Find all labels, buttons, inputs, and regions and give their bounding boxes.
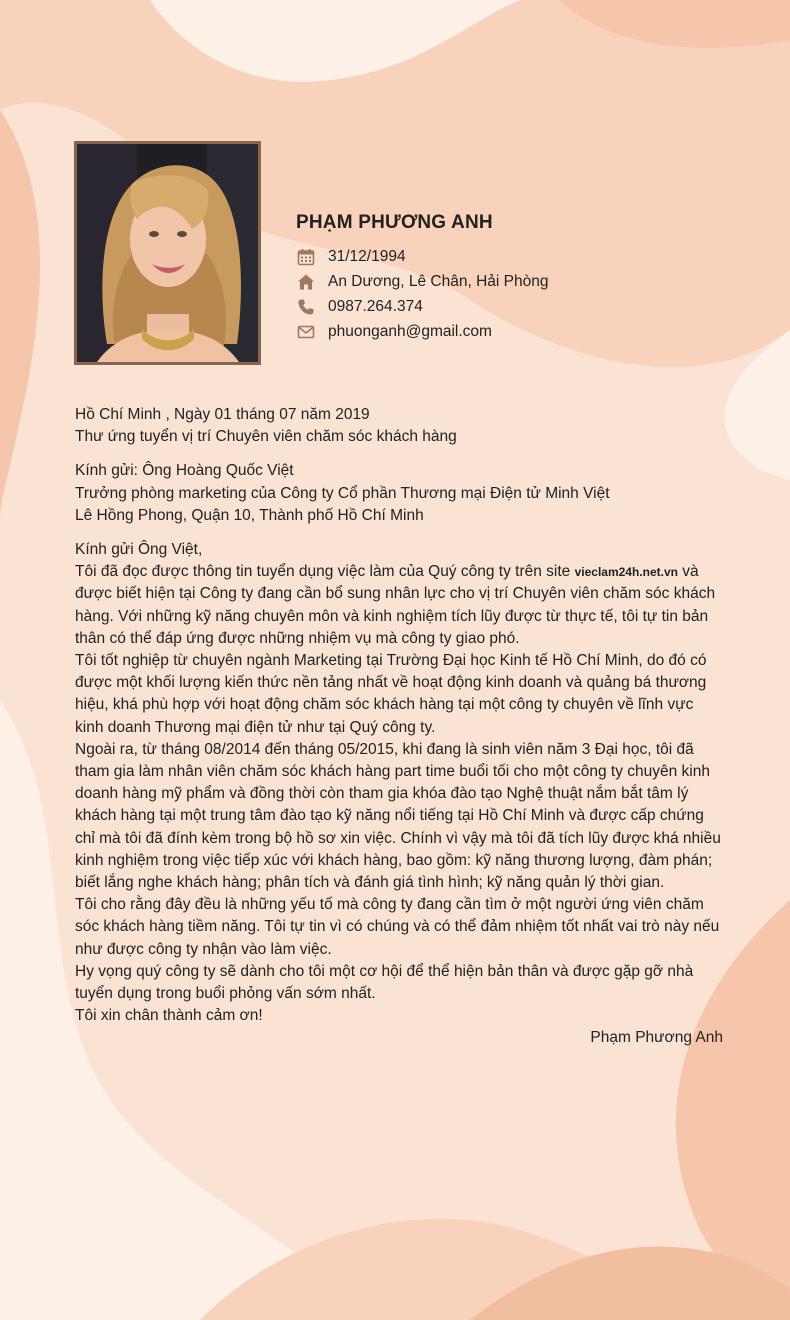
closing-line: Tôi xin chân thành cảm ơn! xyxy=(75,1007,263,1025)
phone-text: 0987.264.374 xyxy=(328,297,423,315)
calendar-icon xyxy=(296,247,316,267)
address-text: An Dương, Lê Chân, Hải Phòng xyxy=(328,272,549,290)
phone-row xyxy=(296,294,736,319)
email-row xyxy=(296,319,736,344)
paragraph-1-end: và được biết hiện tại Công ty đang cần bổ sung nhân lực cho vị trí Chuyên viên chăm sóc khách hàng. Với những kỹ năng chuyên môn và kinh nghiệm tích lũy được từ thực tế, tôi tự tin bản thân có thể đáp ứng được những nhiệm vụ mà công ty giao phó. xyxy=(75,563,716,647)
paragraph-1 xyxy=(75,561,723,650)
recipient-address: Lê Hồng Phong, Quận 10, Thành phố Hồ Chí Minh xyxy=(75,506,424,524)
profile-header xyxy=(296,212,736,344)
birthday-row xyxy=(296,244,736,269)
cover-letter xyxy=(75,404,723,1050)
paragraph-1-start: Tôi đã đọc được thông tin tuyển dụng việc làm của Quý công ty trên site xyxy=(75,563,575,581)
paragraph-3: Ngoài ra, từ tháng 08/2014 đến tháng 05/2015, khi đang là sinh viên năm 3 Đại học, tôi đã tham gia làm nhân viên chăm sóc khách hàng part time buổi tối cho một công ty chuyên kinh doanh hàng mỹ phẩm và đồng thời còn tham gia khóa đào tạo Nghệ thuật nắm bắt tâm lý khách hàng tại một trung tâm đào tạo kỹ năng nổi tiếng tại Hồ Chí Minh và được cấp chứng chỉ mà tôi đã đính kèm trong bộ hồ sơ xin việc. Chính vì vậy mà tôi đã tích lũy được khá nhiều kinh nghiệm trong việc tiếp xúc với khách hàng, bao gồm: kỹ năng thương lượng, đàm phán; biết lắng nghe khách hàng; phân tích và đánh giá tình hình; kỹ năng quản lý thời gian. xyxy=(75,740,721,892)
paragraph-4: Tôi cho rằng đây đều là những yếu tố mà công ty đang cần tìm ở một người ứng viên chăm sóc khách hàng tiềm năng. Tôi tự tin vì có chúng và có thể đảm nhiệm tốt nhất vai trò này nếu như được công ty nhận vào làm việc. xyxy=(75,896,720,958)
paragraph-2: Tôi tốt nghiệp từ chuyên ngành Marketing tại Trường Đại học Kinh tế Hồ Chí Minh, do đó có được một khối lượng kiến thức nền tảng nhất về hoạt động kinh doanh và quảng bá thương hiệu, khá phù hợp với hoạt động chăm sóc khách hàng tại một công ty chuyên về lĩnh vực kinh doanh Thương mại điện tử như tại Quý công ty. xyxy=(75,652,707,736)
phone-icon xyxy=(296,297,316,317)
birthday-text: 31/12/1994 xyxy=(328,247,406,265)
envelope-icon xyxy=(296,322,316,342)
profile-photo xyxy=(74,141,261,365)
date-line: Hồ Chí Minh , Ngày 01 tháng 07 năm 2019 xyxy=(75,406,370,423)
candidate-name: PHẠM PHƯƠNG ANH xyxy=(296,212,493,233)
letter-heading xyxy=(75,404,723,448)
recipient-block xyxy=(75,460,723,527)
recipient-name: Kính gửi: Ông Hoàng Quốc Việt xyxy=(75,462,294,480)
recipient-title: Trưởng phòng marketing của Công ty Cổ phần Thương mại Điện tử Minh Việt xyxy=(75,484,610,502)
address-row xyxy=(296,269,736,294)
email-text: phuonganh@gmail.com xyxy=(328,322,492,340)
site-name: vieclam24h.net.vn xyxy=(574,565,678,580)
signature: Phạm Phương Anh xyxy=(590,1029,723,1047)
subject-line: Thư ứng tuyển vị trí Chuyên viên chăm sóc khách hàng xyxy=(75,428,457,446)
paragraph-5: Hy vọng quý công ty sẽ dành cho tôi một cơ hội để thể hiện bản thân và được gặp gỡ nhà tuyển dụng trong buổi phỏng vấn sớm nhất. xyxy=(75,962,694,1003)
home-icon xyxy=(296,272,316,292)
greeting: Kính gửi Ông Việt, xyxy=(75,541,203,559)
